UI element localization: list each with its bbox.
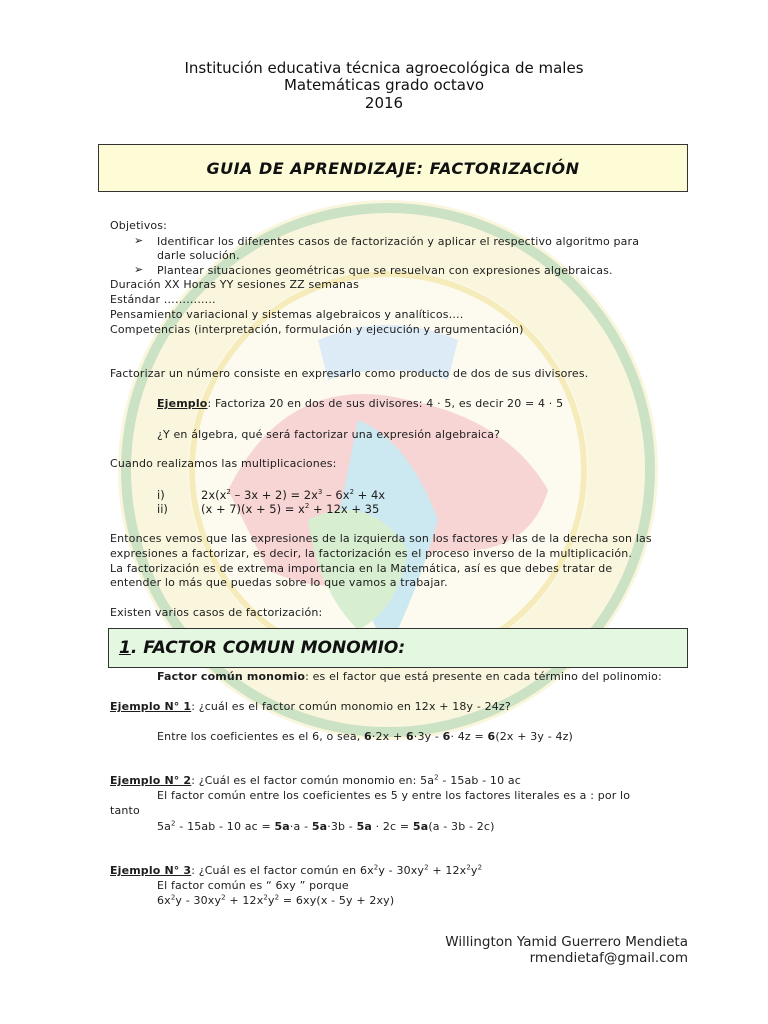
- school-name: Institución educativa técnica agroecológica de males: [184, 59, 584, 77]
- standard: Estándar …………..: [110, 293, 216, 306]
- author-name: Willington Yamid Guerrero Mendieta: [445, 934, 688, 950]
- duration: Duración XX Horas YY sesiones ZZ semanas: [110, 278, 359, 291]
- thinking: Pensamiento variacional y sistemas algebraicos y analíticos….: [110, 308, 464, 321]
- guide-title: GUIA DE APRENDIZAJE: FACTORIZACIÓN: [206, 158, 580, 178]
- example-1-answer: Entre los coeficientes es el 6, o sea, 6·2x + 6·3y - 6· 4z = 6(2x + 3y - 4z): [157, 730, 573, 743]
- bullet-icon: ➢: [134, 263, 144, 276]
- objective-1: Identificar los diferentes casos de factorización y aplicar el respectivo algoritmo para: [157, 235, 640, 248]
- example-2-solution: $5a^2 - 15ab - 10$ ac = 5a·a - 5a·3b - 5a · 2c = 5a(a - 3b - 2c): [157, 819, 495, 833]
- example-1-answer-prefix: Entre los coeficientes es el 6, o sea,: [157, 730, 361, 743]
- example-3-explanation: El factor común es “ 6xy ” porque: [157, 879, 349, 892]
- definition: [157, 670, 662, 683]
- number-example: [157, 397, 563, 410]
- explanation-line-2: expresiones a factorizar, es decir, la factorización es el proceso inverso de la multiplicación.: [110, 547, 633, 560]
- product-i: $2x(x^2 - 3x + 2) = 2x^3 - 6x^2 + 4x$: [201, 488, 386, 502]
- definition-term: Factor común monomio: [157, 670, 306, 683]
- example-2-label: Ejemplo N° 2: [110, 774, 192, 787]
- algebra-question: ¿Y en álgebra, qué será factorizar una expresión algebraica?: [157, 428, 501, 441]
- item-ii-label: ii): [157, 502, 168, 516]
- example-3-solution: $6x^2y - 30xy^2 + 12x^2y^2 = 6xy(x - 5y + 2xy)$: [157, 893, 395, 907]
- section-1-title: . FACTOR COMUN MONOMIO:: [130, 638, 406, 658]
- example-text: : Factoriza 20 en dos de sus divisores: 4 · 5, es decir 20 = 4 · 5: [207, 397, 564, 410]
- year: 2016: [364, 94, 404, 112]
- example-2-text-b: - 15ab - 10 ac: [438, 774, 521, 787]
- example-2-question: Ejemplo N° 2: ¿Cuál es el factor común monomio en: $5a^2 - 15ab - 10$ ac: [110, 773, 521, 787]
- objectives-label: Objetivos:: [110, 219, 168, 232]
- example-2-text-a: : ¿Cuál es el factor común monomio en: 5a: [191, 774, 435, 787]
- example-3-label: Ejemplo N° 3: [110, 864, 192, 877]
- example-1-label: Ejemplo N° 1: [110, 700, 192, 713]
- example-3-question: Ejemplo N° 3: ¿Cuál es el factor común en $6x^2y - 30xy^2 + 12x^2y^2$: [110, 863, 483, 877]
- definition-text: : es el factor que está presente en cada término del polinomio:: [305, 670, 662, 683]
- guide-title-box: [98, 144, 688, 192]
- explanation-line-3: La factorización es de extrema importancia en la Matemática, así es que debes tratar de: [110, 562, 613, 575]
- section-1-box: [108, 628, 688, 668]
- example-1-text: : ¿cuál es el factor común monomio en 12x + 18y - 24z?: [191, 700, 511, 713]
- bullet-icon: ➢: [134, 234, 144, 247]
- objective-2: Plantear situaciones geométricas que se resuelvan con expresiones algebraicas.: [157, 264, 613, 277]
- example-3-text: : ¿Cuál es el factor común en: [191, 864, 357, 877]
- example-1-question: [110, 700, 511, 713]
- explanation-line-4: entender lo más que puedas sobre lo que vamos a trabajar.: [110, 576, 448, 589]
- example-2-explanation-cont: tanto: [110, 804, 140, 817]
- item-i-label: i): [157, 488, 165, 502]
- explanation-line-1: Entonces vemos que las expresiones de la izquierda son los factores y las de la derecha son las: [110, 532, 652, 545]
- course-name: Matemáticas grado octavo: [283, 76, 485, 94]
- intro-paragraph: Factorizar un número consiste en expresarlo como producto de dos de sus divisores.: [110, 367, 589, 380]
- product-ii: $(x + 7)(x + 5) = x^2 + 12x + 35$: [201, 502, 380, 516]
- example-2-explanation: El factor común entre los coeficientes es 5 y entre los factores literales es a : por lo: [157, 789, 631, 802]
- author-email: rmendietaf@gmail.com: [529, 950, 688, 966]
- cases-intro: Existen varios casos de factorización:: [110, 606, 323, 619]
- competencies: Competencias (interpretación, formulación y ejecución y argumentación): [110, 323, 524, 336]
- example-label: Ejemplo: [157, 397, 208, 410]
- objective-1-cont: darle solución.: [157, 249, 240, 262]
- multiplications-intro: Cuando realizamos las multiplicaciones:: [110, 457, 337, 470]
- section-1-number: 1: [119, 638, 131, 658]
